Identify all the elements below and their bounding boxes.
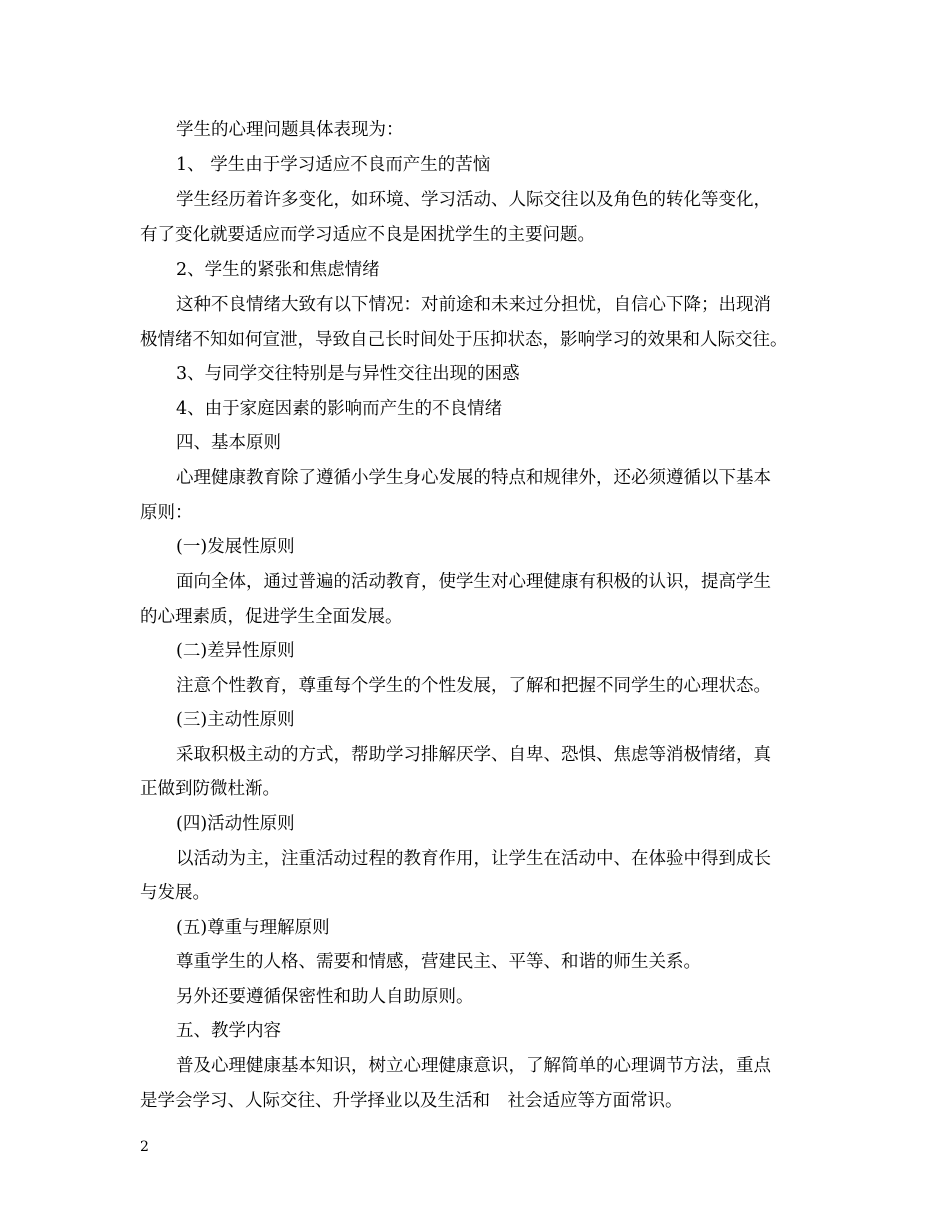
text-line: 学生的心理问题具体表现为：	[176, 120, 404, 140]
text-line: 学生经历着许多变化，如环境、学习活动、人际交往以及角色的转化等变化，	[176, 190, 771, 210]
text-line: 4、由于家庭因素的影响而产生的不良情绪	[176, 399, 503, 419]
text-line: 2、学生的紧张和焦虑情绪	[176, 260, 380, 280]
text-line: 1、 学生由于学习适应不良而产生的苦恼	[176, 155, 491, 175]
text-line: 的心理素质，促进学生全面发展。	[140, 607, 403, 627]
text-line: 正做到防微杜渐。	[140, 779, 280, 799]
text-line: 3、与同学交往特别是与异性交往出现的困惑	[176, 364, 520, 384]
page-number: 2	[140, 1139, 149, 1155]
section-heading: 五、教学内容	[176, 1021, 281, 1041]
text-line: 是学会学习、人际交往、升学择业以及生活和 社会适应等方面常识。	[140, 1091, 683, 1111]
subheading: (二)差异性原则	[176, 641, 295, 661]
subheading: (一)发展性原则	[176, 537, 295, 557]
text-line: 尊重学生的人格、需要和情感，营建民主、平等、和谐的师生关系。	[176, 952, 701, 972]
text-line: 极情绪不知如何宣泄，导致自己长时间处于压抑状态，影响学习的效果和人际交往。	[140, 330, 788, 350]
text-line: 面向全体，通过普遍的活动教育，使学生对心理健康有积极的认识，提高学生	[176, 572, 771, 592]
section-heading: 四、基本原则	[176, 433, 281, 453]
text-line: 以活动为主，注重活动过程的教育作用，让学生在活动中、在体验中得到成长	[176, 849, 771, 869]
subheading: (五)尊重与理解原则	[176, 918, 330, 938]
text-line: 与发展。	[140, 883, 210, 903]
text-line: 原则：	[140, 503, 193, 523]
text-line: 普及心理健康基本知识，树立心理健康意识，了解简单的心理调节方法，重点	[176, 1056, 771, 1076]
text-line: 采取积极主动的方式，帮助学习排解厌学、自卑、恐惧、焦虑等消极情绪，真	[176, 745, 771, 765]
text-line: 另外还要遵循保密性和助人自助原则。	[176, 987, 474, 1007]
text-line: 心理健康教育除了遵循小学生身心发展的特点和规律外，还必须遵循以下基本	[176, 468, 771, 488]
text-line: 有了变化就要适应而学习适应不良是困扰学生的主要问题。	[140, 225, 595, 245]
text-line: 这种不良情绪大致有以下情况：对前途和未来过分担忧，自信心下降；出现消	[176, 295, 771, 315]
subheading: (四)活动性原则	[176, 814, 295, 834]
text-line: 注意个性教育，尊重每个学生的个性发展，了解和把握不同学生的心理状态。	[176, 676, 771, 696]
subheading: (三)主动性原则	[176, 710, 295, 730]
